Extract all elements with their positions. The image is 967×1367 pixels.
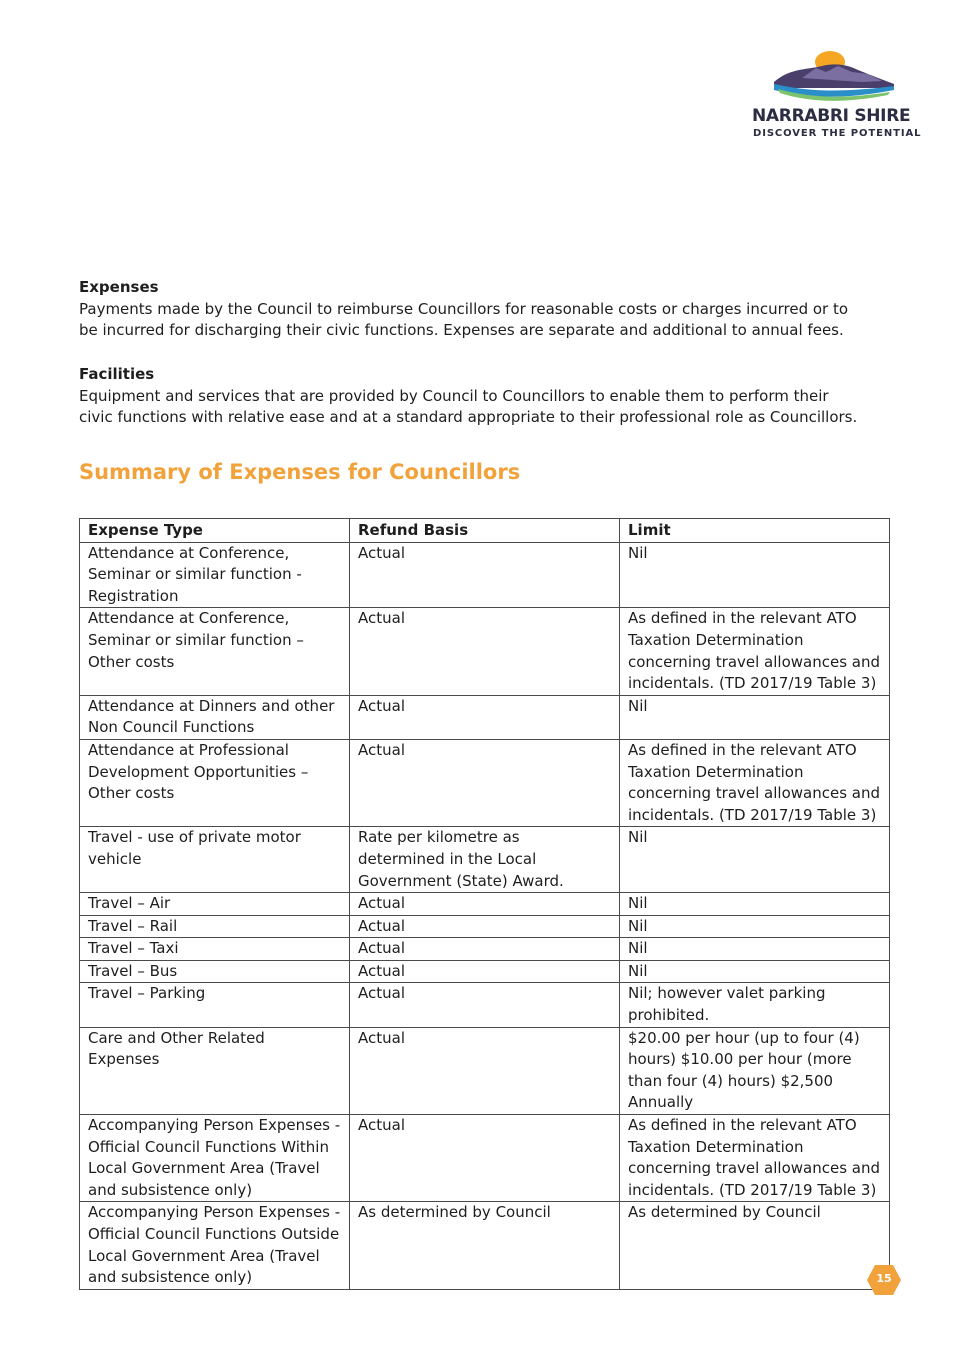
expenses-text: Payments made by the Council to reimburse Councillors for reasonable costs or charges incurred or to be incurred for discharging their civic functions. Expenses are separate and additional to annual fees. bbox=[79, 299, 849, 339]
refund-basis-cell: Actual bbox=[350, 938, 620, 961]
table-row bbox=[80, 983, 890, 1027]
logo-tagline: DISCOVER THE POTENTIAL bbox=[753, 128, 922, 139]
page-number: 15 bbox=[876, 1272, 892, 1285]
expense-type-cell: Travel - use of private motor vehicle bbox=[80, 827, 350, 893]
refund-basis-cell: Actual bbox=[350, 608, 620, 695]
table-row bbox=[80, 915, 890, 938]
expense-type-cell: Attendance at Conference, Seminar or similar function – Other costs bbox=[80, 608, 350, 695]
limit-cell: Nil bbox=[620, 827, 890, 893]
narrabri-shire-logo bbox=[748, 44, 923, 148]
expense-type-cell: Attendance at Professional Development Opportunities – Other costs bbox=[80, 739, 350, 826]
expense-type-cell: Travel – Parking bbox=[80, 983, 350, 1027]
table-row bbox=[80, 542, 890, 608]
limit-cell: As determined by Council bbox=[620, 1202, 890, 1289]
refund-basis-cell: Actual bbox=[350, 983, 620, 1027]
refund-basis-cell: Actual bbox=[350, 960, 620, 983]
limit-cell: Nil bbox=[620, 893, 890, 916]
table-row bbox=[80, 608, 890, 695]
facilities-section bbox=[79, 364, 859, 429]
limit-cell: Nil bbox=[620, 695, 890, 739]
table-row bbox=[80, 739, 890, 826]
refund-basis-cell: Actual bbox=[350, 1115, 620, 1202]
expense-type-cell: Accompanying Person Expenses - Official Council Functions Outside Local Government Area (Travel and subsistence only) bbox=[80, 1202, 350, 1289]
limit-cell: As defined in the relevant ATO Taxation Determination concerning travel allowances and incidentals. (TD 2017/19 Table 3) bbox=[620, 1115, 890, 1202]
refund-basis-cell: Actual bbox=[350, 915, 620, 938]
table-row bbox=[80, 695, 890, 739]
refund-basis-cell: Actual bbox=[350, 1027, 620, 1114]
expenses-heading: Expenses bbox=[79, 278, 159, 296]
limit-cell: As defined in the relevant ATO Taxation Determination concerning travel allowances and incidentals. (TD 2017/19 Table 3) bbox=[620, 608, 890, 695]
expense-type-cell: Travel – Bus bbox=[80, 960, 350, 983]
limit-cell: Nil bbox=[620, 915, 890, 938]
expense-type-cell: Attendance at Conference, Seminar or similar function - Registration bbox=[80, 542, 350, 608]
facilities-text: Equipment and services that are provided by Council to Councillors to enable them to perform their civic functions with relative ease and at a standard appropriate to their professional role as Councillors. bbox=[79, 386, 858, 426]
limit-cell: Nil bbox=[620, 542, 890, 608]
expense-type-cell: Travel – Air bbox=[80, 893, 350, 916]
refund-basis-cell: Actual bbox=[350, 893, 620, 916]
facilities-heading: Facilities bbox=[79, 365, 155, 383]
table-header-row bbox=[80, 519, 890, 543]
table-body bbox=[80, 542, 890, 1289]
expense-type-cell: Travel – Rail bbox=[80, 915, 350, 938]
refund-basis-cell: Rate per kilometre as determined in the Local Government (State) Award. bbox=[350, 827, 620, 893]
landscape-logo-icon bbox=[772, 48, 897, 108]
table-row bbox=[80, 1202, 890, 1289]
refund-basis-cell: Actual bbox=[350, 739, 620, 826]
header-limit: Limit bbox=[620, 519, 890, 543]
summary-title: Summary of Expenses for Councillors bbox=[79, 460, 521, 484]
header-refund-basis: Refund Basis bbox=[350, 519, 620, 543]
table-row bbox=[80, 938, 890, 961]
limit-cell: Nil; however valet parking prohibited. bbox=[620, 983, 890, 1027]
refund-basis-cell: As determined by Council bbox=[350, 1202, 620, 1289]
expense-type-cell: Attendance at Dinners and other Non Council Functions bbox=[80, 695, 350, 739]
refund-basis-cell: Actual bbox=[350, 695, 620, 739]
expenses-summary-table bbox=[79, 518, 890, 1290]
logo-name: NARRABRI SHIRE bbox=[752, 106, 911, 126]
table-row bbox=[80, 893, 890, 916]
header-expense-type: Expense Type bbox=[80, 519, 350, 543]
expense-type-cell: Care and Other Related Expenses bbox=[80, 1027, 350, 1114]
expenses-section bbox=[79, 277, 859, 342]
limit-cell: Nil bbox=[620, 938, 890, 961]
limit-cell: As defined in the relevant ATO Taxation Determination concerning travel allowances and incidentals. (TD 2017/19 Table 3) bbox=[620, 739, 890, 826]
limit-cell: $20.00 per hour (up to four (4) hours) $10.00 per hour (more than four (4) hours) $2,500 Annually bbox=[620, 1027, 890, 1114]
table-row bbox=[80, 1027, 890, 1114]
refund-basis-cell: Actual bbox=[350, 542, 620, 608]
limit-cell: Nil bbox=[620, 960, 890, 983]
table-row bbox=[80, 827, 890, 893]
expense-type-cell: Accompanying Person Expenses - Official Council Functions Within Local Government Area (Travel and subsistence only) bbox=[80, 1115, 350, 1202]
table-row bbox=[80, 960, 890, 983]
page-number-badge bbox=[866, 1264, 902, 1296]
table-row bbox=[80, 1115, 890, 1202]
expense-type-cell: Travel – Taxi bbox=[80, 938, 350, 961]
